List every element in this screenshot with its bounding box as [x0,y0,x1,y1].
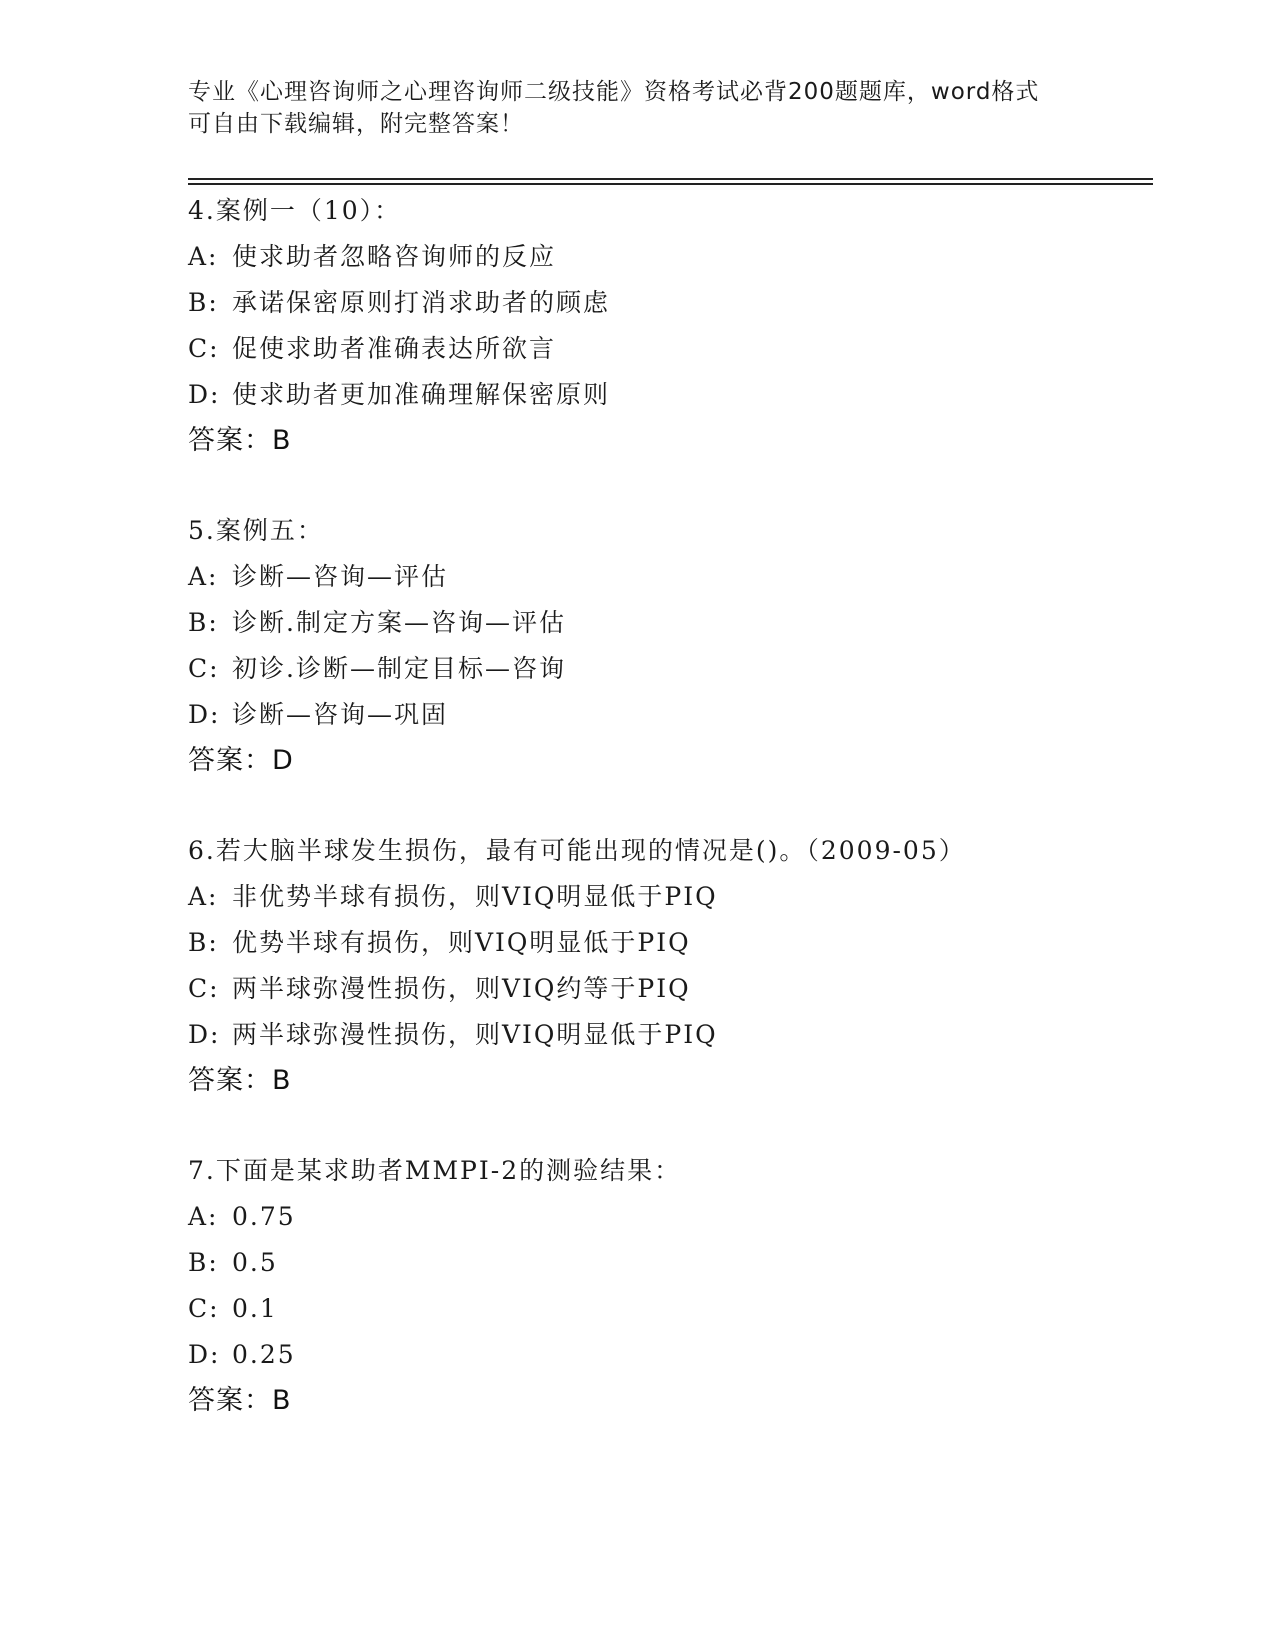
option-text: 0.75 [232,1202,296,1231]
question-stem: 6.若大脑半球发生损伤，最有可能出现的情况是()。（2009-05） [188,836,966,865]
option-d [188,372,1088,418]
header-line-1: 专业《心理咨询师之心理咨询师二级技能》资格考试必背200题题库，word格式 [188,79,1040,105]
option-text: 0.25 [232,1340,296,1369]
question-block [188,1148,1088,1424]
header-divider-bottom [188,183,1153,185]
answer-line: 答案：D [188,745,294,776]
option-label: D: [188,380,221,409]
option-d [188,1012,1088,1058]
option-text: 0.5 [232,1248,278,1277]
option-label: D: [188,1340,221,1369]
option-text: 诊断.制定方案—咨询—评估 [232,608,566,637]
header-line-2: 可自由下载编辑，附完整答案！ [188,111,524,137]
option-a [188,1194,1088,1240]
option-b [188,280,1088,326]
option-label: C: [188,974,220,1003]
answer-line: 答案：B [188,425,292,456]
option-b [188,920,1088,966]
option-label: D: [188,700,221,729]
option-a [188,874,1088,920]
option-label: B: [188,608,219,637]
option-text: 优势半球有损伤，则VIQ明显低于PIQ [232,928,691,957]
option-text: 初诊.诊断—制定目标—咨询 [232,654,566,683]
option-text: 两半球弥漫性损伤，则VIQ明显低于PIQ [232,1020,718,1049]
option-label: C: [188,334,220,363]
option-d [188,1332,1088,1378]
option-label: A: [188,562,219,591]
option-a [188,554,1088,600]
option-label: D: [188,1020,221,1049]
option-text: 使求助者忽略咨询师的反应 [232,242,557,271]
option-label: C: [188,654,220,683]
option-c [188,966,1088,1012]
option-text: 使求助者更加准确理解保密原则 [232,380,611,409]
option-c [188,326,1088,372]
question-block [188,508,1088,784]
option-c [188,1286,1088,1332]
header-divider-top [188,178,1153,180]
option-b [188,600,1088,646]
option-d [188,692,1088,738]
option-label: A: [188,1202,219,1231]
option-label: A: [188,882,219,911]
question-stem: 5.案例五： [188,516,324,545]
question-block [188,188,1088,464]
question-block [188,828,1088,1104]
answer-line: 答案：B [188,1385,292,1416]
option-label: C: [188,1294,220,1323]
option-a [188,234,1088,280]
option-text: 诊断—咨询—评估 [232,562,449,591]
option-label: A: [188,242,219,271]
option-label: B: [188,1248,219,1277]
answer-line: 答案：B [188,1065,292,1096]
option-text: 非优势半球有损伤，则VIQ明显低于PIQ [232,882,718,911]
option-text: 诊断—咨询—巩固 [232,700,449,729]
option-label: B: [188,288,219,317]
document-header [188,76,1068,140]
option-label: B: [188,928,219,957]
option-text: 承诺保密原则打消求助者的顾虑 [232,288,611,317]
question-stem: 4.案例一（10）： [188,196,402,225]
option-b [188,1240,1088,1286]
option-text: 促使求助者准确表达所欲言 [232,334,557,363]
option-c [188,646,1088,692]
option-text: 两半球弥漫性损伤，则VIQ约等于PIQ [232,974,691,1003]
question-stem: 7.下面是某求助者MMPI-2的测验结果： [188,1156,682,1185]
option-text: 0.1 [232,1294,278,1323]
